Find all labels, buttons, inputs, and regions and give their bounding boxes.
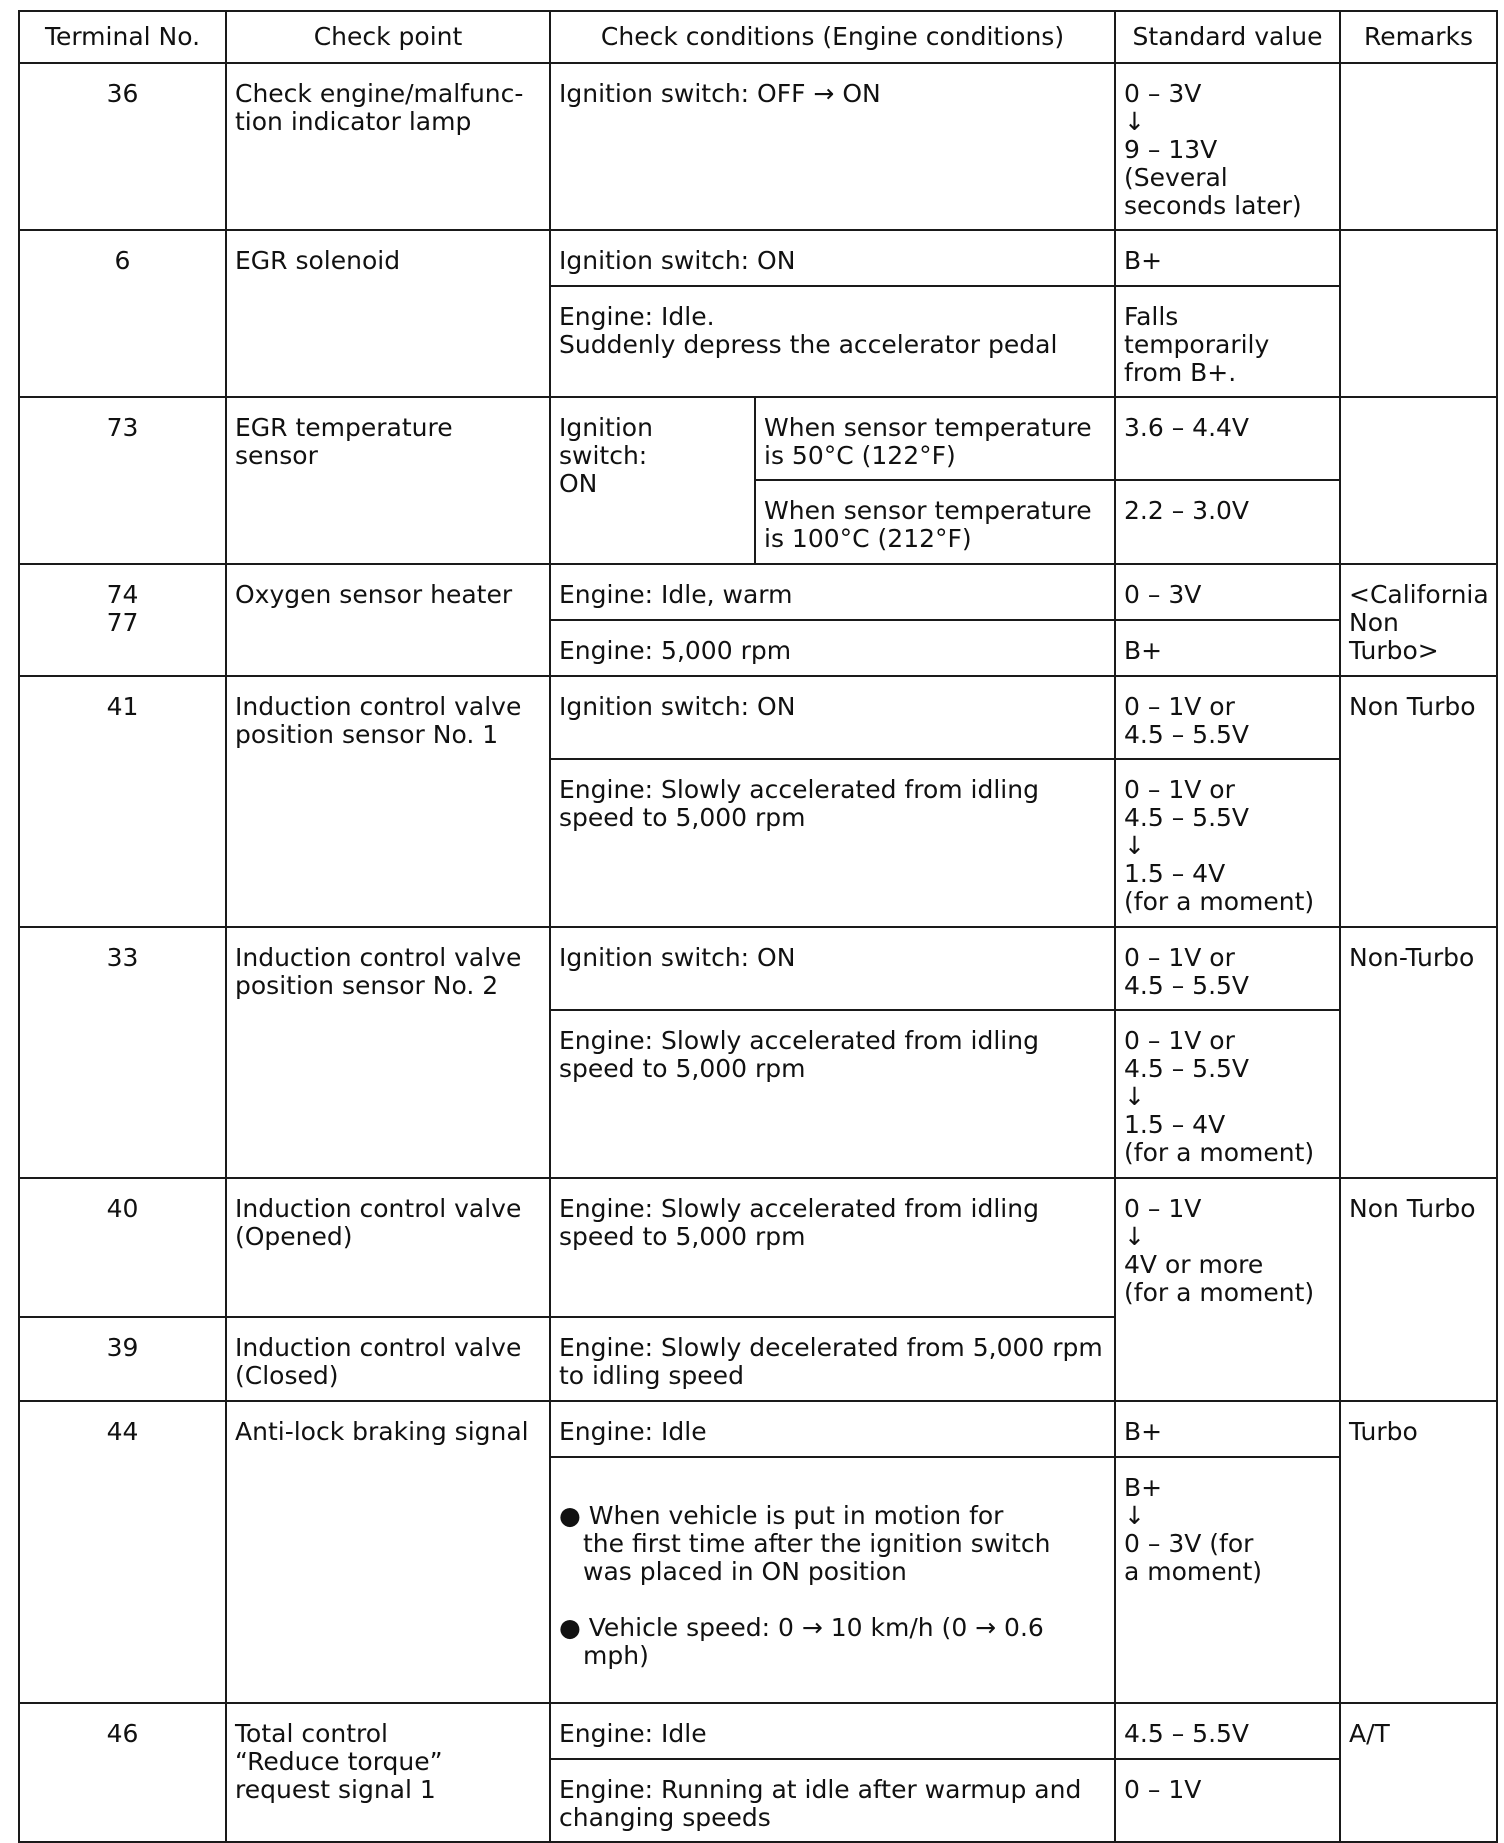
- standard-value: B+: [1115, 620, 1340, 676]
- standard-value: 0 – 3V: [1115, 564, 1340, 620]
- standard-value: 0 – 1V ↓ 4V or more (for a moment): [1115, 1178, 1340, 1401]
- standard-value: 0 – 1V: [1115, 1759, 1340, 1842]
- check-point: Induction control valve position sensor No. 1: [226, 676, 550, 927]
- table-row: [19, 1401, 1497, 1457]
- table-row: [19, 1703, 1497, 1759]
- remarks: [1340, 397, 1497, 564]
- remarks: A/T: [1340, 1703, 1497, 1842]
- check-condition: When sensor temperature is 100°C (212°F): [755, 480, 1115, 564]
- table-row: [19, 927, 1497, 1010]
- check-condition: Engine: Slowly accelerated from idling speed to 5,000 rpm: [550, 1010, 1115, 1178]
- check-point: EGR solenoid: [226, 230, 550, 397]
- header-row: [19, 11, 1497, 63]
- terminal-no: 39: [19, 1317, 226, 1401]
- check-point: Oxygen sensor heater: [226, 564, 550, 676]
- standard-value: 2.2 – 3.0V: [1115, 480, 1340, 564]
- standard-value: 3.6 – 4.4V: [1115, 397, 1340, 480]
- terminal-no: 46: [19, 1703, 226, 1842]
- check-condition: Engine: Slowly decelerated from 5,000 rpm to idling speed: [550, 1317, 1115, 1401]
- terminal-no: 44: [19, 1401, 226, 1703]
- terminal-no: 33: [19, 927, 226, 1178]
- terminal-no: 41: [19, 676, 226, 927]
- check-point: Induction control valve (Closed): [226, 1317, 550, 1401]
- check-condition: Engine: Idle: [550, 1401, 1115, 1457]
- terminal-check-table: [18, 10, 1498, 1843]
- table-row: [19, 1178, 1497, 1317]
- table-row: [19, 397, 1497, 480]
- check-condition: Engine: Idle. Suddenly depress the accelerator pedal: [550, 286, 1115, 397]
- check-condition: Ignition switch: ON: [550, 676, 1115, 759]
- terminal-no: 73: [19, 397, 226, 564]
- condition-bullet-text: Vehicle speed: 0 → 10 km/h (0 → 0.6 mph): [583, 1613, 1044, 1670]
- check-condition: When sensor temperature is 50°C (122°F): [755, 397, 1115, 480]
- header-terminal: Terminal No.: [19, 11, 226, 63]
- check-condition: Ignition switch: OFF → ON: [550, 63, 1115, 230]
- condition-bullet: ● Vehicle speed: 0 → 10 km/h (0 → 0.6 mph): [559, 1613, 1044, 1670]
- check-point: Total control “Reduce torque” request signal 1: [226, 1703, 550, 1842]
- standard-value: 0 – 1V or 4.5 – 5.5V: [1115, 676, 1340, 759]
- terminal-no: 36: [19, 63, 226, 230]
- check-condition: Engine: Slowly accelerated from idling speed to 5,000 rpm: [550, 759, 1115, 927]
- check-condition-list: [550, 1457, 1115, 1703]
- terminal-no: 74 77: [19, 564, 226, 676]
- remarks: Non Turbo: [1340, 676, 1497, 927]
- table-row: [19, 676, 1497, 759]
- check-condition: Engine: Running at idle after warmup and changing speeds: [550, 1759, 1115, 1842]
- remarks: Turbo: [1340, 1401, 1497, 1703]
- standard-value: Falls temporarily from B+.: [1115, 286, 1340, 397]
- check-condition: Ignition switch: ON: [550, 230, 1115, 286]
- terminal-no: 40: [19, 1178, 226, 1317]
- header-remarks: Remarks: [1340, 11, 1497, 63]
- check-condition-group: Ignition switch: ON: [550, 397, 755, 564]
- standard-value: 4.5 – 5.5V: [1115, 1703, 1340, 1759]
- terminal-no: 6: [19, 230, 226, 397]
- condition-bullet: ● When vehicle is put in motion for the first time after the ignition switch was placed in ON position: [559, 1501, 1051, 1586]
- standard-value: 0 – 3V ↓ 9 – 13V (Several seconds later): [1115, 63, 1340, 230]
- remarks: Non Turbo: [1340, 1178, 1497, 1401]
- table-row: [19, 63, 1497, 230]
- header-check-point: Check point: [226, 11, 550, 63]
- check-condition: Engine: Idle: [550, 1703, 1115, 1759]
- remarks: Non-Turbo: [1340, 927, 1497, 1178]
- standard-value: 0 – 1V or 4.5 – 5.5V: [1115, 927, 1340, 1010]
- standard-value: B+: [1115, 230, 1340, 286]
- check-condition: Engine: Slowly accelerated from idling speed to 5,000 rpm: [550, 1178, 1115, 1317]
- check-condition: Engine: 5,000 rpm: [550, 620, 1115, 676]
- check-condition: Engine: Idle, warm: [550, 564, 1115, 620]
- standard-value: B+: [1115, 1401, 1340, 1457]
- table-row: [19, 564, 1497, 620]
- check-point: Induction control valve (Opened): [226, 1178, 550, 1317]
- check-point: Check engine/malfunc- tion indicator lamp: [226, 63, 550, 230]
- standard-value: B+ ↓ 0 – 3V (for a moment): [1115, 1457, 1340, 1703]
- check-condition: Ignition switch: ON: [550, 927, 1115, 1010]
- check-point: Induction control valve position sensor No. 2: [226, 927, 550, 1178]
- check-point: Anti-lock braking signal: [226, 1401, 550, 1703]
- standard-value: 0 – 1V or 4.5 – 5.5V ↓ 1.5 – 4V (for a moment): [1115, 1010, 1340, 1178]
- condition-bullet-text: When vehicle is put in motion for the first time after the ignition switch was placed in ON position: [583, 1501, 1051, 1586]
- remarks: <California Non Turbo>: [1340, 564, 1497, 676]
- header-standard-value: Standard value: [1115, 11, 1340, 63]
- remarks: [1340, 230, 1497, 397]
- remarks: [1340, 63, 1497, 230]
- table-row: [19, 230, 1497, 286]
- header-conditions: Check conditions (Engine conditions): [550, 11, 1115, 63]
- check-point: EGR temperature sensor: [226, 397, 550, 564]
- standard-value: 0 – 1V or 4.5 – 5.5V ↓ 1.5 – 4V (for a moment): [1115, 759, 1340, 927]
